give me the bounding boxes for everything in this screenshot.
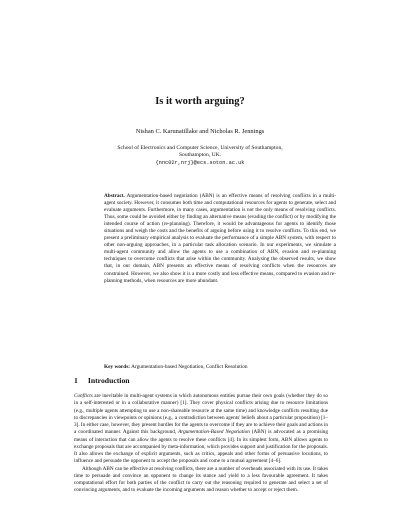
keywords-label: Key words: [104,364,131,370]
paragraph: Although ABN can be effective at resolving conflicts, there are a number of overheads associated with its use. It takes time to persuade and convince an opponent to change its stance and yield to a less favourable agreement. It takes computational effort for both parties of the conflict to carry out the reasoning required to generate and select a set of convincing arguments, and to evaluate the incoming arguments and reason whether to accept or reject them. [74,465,328,494]
author-list: Nishan C. Karunatillake and Nicholas R. Jennings [135,128,265,135]
paragraph [74,393,328,466]
section-title: Introduction [87,376,130,385]
keywords [104,364,336,370]
abstract-text: Argumentation-based negotiation (ABN) is an effective means of resolving conflicts in a multi-agent society. However, it consumes both time and computational resources for agents to generate, select and evaluate arguments. Furthermore, in many cases, argumentation is not the only means of resolving conflicts. Thus, some could be avoided either by finding an alternative means (evading the conflict) or by modifying the intended course of action (re-planning). Therefore, it would be advantageous for agents to identify those situations and weigh the costs and the benefits of arguing before using it to resolve conflicts. To this end, we present a preliminary empirical analysis to evaluate the performance of a simple ABN system, with respect to other non-arguing approaches, in a particular task allocation scenario. In our experiments, we simulate a multi-agent community and allow the agents to use a combination of ABN, evasion and re-planning techniques to overcome conflicts that arise within the community. Analysing the observed results, we show that, in our domain, ABN presents an effective means of resolving conflicts when the resources are constrained. However, we also show it is a more costly and less effective means, compared to evasion and re-planning methods, when resources are more abundant. [104,193,336,284]
paragraph-text: (ABN) is advocated as a promising means of interaction that can allow the agents to resolve these conflicts [4]. In its simplest form, ABN allows agents to exchange proposals that are accompanied by meta-information, which provides support and justification for the proposals. It also allows the exchange of explicit arguments, such as critics, appeals and other forms of persuasive locutions, to influence and persuade the opponent to accept the proposals and come to a mutual agreement [4–6]. [74,429,328,465]
paragraph-text: are inevitable in multi-agent systems in which autonomous entities pursue their own goals (whether they do so in a self-interested or in a collaborative manner) [1]. They cover physical conflicts arising due to resource limitations (e.g., multiple agents attempting to use a non-shareable resource at the same time) and knowledge conflicts resulting due to discrepancies in viewpoints or opinions (e.g., a contradiction between agents' beliefs about a particular proposition) [1–3]. In either case, however, they present hurdles for the agents to overcome if they are to achieve their goals and actions in a coordinated manner. Against this background, [74,393,328,436]
email-address: {nnc02r,nrj}@ecs.soton.ac.uk [155,159,245,166]
introduction-body [74,393,328,495]
section-number: 1 [74,376,78,385]
abstract-label: Abstract. [104,193,125,199]
affiliation [0,145,400,167]
affiliation-line-2: Southampton, UK. [178,152,222,159]
emphasis-conflicts: Conflicts [74,393,93,399]
keywords-text: Argumentation-based Negotiation, Conflict Resolution [131,364,248,370]
paper-title: Is it worth arguing? [155,96,245,107]
affiliation-line-1: School of Electronics and Computer Science, University of Southampton, [117,145,283,151]
emphasis-abn: Argumentation-Based Negotiation [178,429,250,436]
abstract [104,193,336,285]
section-heading [74,376,334,385]
